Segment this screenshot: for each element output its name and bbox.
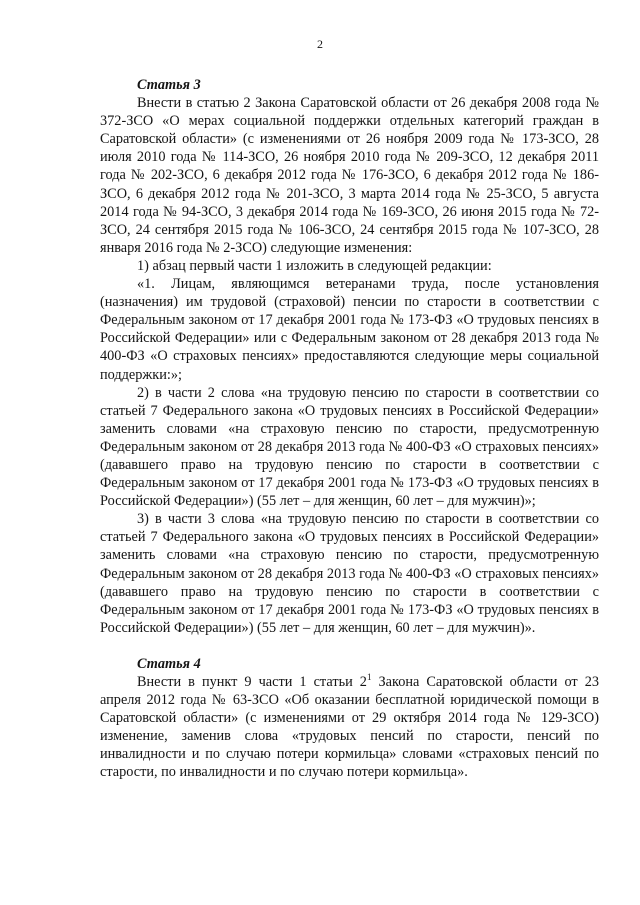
article-3-intro: Внести в статью 2 Закона Саратовской области от 26 декабря 2008 года № 372-ЗСО «О мерах социальной поддержки отдельных категорий граждан в Саратовской области» (с изменениями от 26 ноября 2009 года № 173-ЗСО, 28 июля 2010 года № 114-ЗСО, 26 ноября 2010 года № 209-ЗСО, 12 декабря 2011 года № 202-ЗСО, 6 декабря 2012 года № 176-ЗСО, 6 декабря 2012 года № 186-ЗСО, 6 декабря 2012 года № 201-ЗСО, 3 марта 2014 года № 25-ЗСО, 5 августа 2014 года № 94-ЗСО, 3 декабря 2014 года № 169-ЗСО, 26 июня 2015 года № 72-ЗСО, 24 сентября 2015 года № 106-ЗСО, 24 сентября 2015 года № 107-ЗСО, 28 января 2016 года № 2-ЗСО) следующие изменения: — [100, 95, 599, 256]
article-3-item-2: 2) в части 2 слова «на трудовую пенсию по старости в соответствии со статьей 7 Федерального закона «О трудовых пенсиях в Российской Федерации» заменить словами «на страховую пенсию по старости, предусмотренную Федеральным законом от 28 декабря 2013 года № 400-ФЗ «О страховых пенсиях» (дававшего право на трудовую пенсию по старости в соответствии с Федеральным законом от 17 декабря 2001 года № 173-ФЗ «О трудовых пенсиях в Российской Федерации») (55 лет – для женщин, 60 лет – для мужчин)»; — [100, 384, 599, 510]
article-number-superscript: 1 — [366, 672, 372, 683]
page-number: 2 — [317, 37, 323, 51]
article-3-item-3: 3) в части 3 слова «на трудовую пенсию по старости в соответствии со статьей 7 Федерального закона «О трудовых пенсиях в Российской Федерации» заменить словами «на страховую пенсию по старости, предусмотренную Федеральным законом от 28 декабря 2013 года № 400-ФЗ «О страховых пенсиях» (дававшего право на трудовую пенсию по старости в соответствии с Федеральным законом от 17 декабря 2001 года № 173-ФЗ «О трудовых пенсиях в Российской Федерации») (55 лет – для женщин, 60 лет – для мужчин)». — [100, 511, 599, 636]
article-3 — [100, 76, 599, 637]
article-4-text — [100, 673, 599, 782]
article-4-heading: Статья 4 — [137, 655, 201, 672]
article-3-item-1-quote: «1. Лицам, являющимся ветеранами труда, после установления (назначения) им трудовой (страховой) пенсии по старости в соответствии с Федеральным законом от 17 декабря 2001 года № 173-ФЗ «О трудовых пенсиях в Российской Федерации» или с Федеральным законом от 28 декабря 2013 года № 400-ФЗ «О страховых пенсиях» предоставляются следующие меры социальной поддержки:»; — [100, 276, 599, 383]
article-4 — [100, 655, 599, 782]
article-4-text-start: Внести в пункт 9 части 1 статьи 2 — [137, 674, 367, 690]
article-3-heading: Статья 3 — [137, 77, 201, 93]
article-3-item-1: 1) абзац первый части 1 изложить в следующей редакции: — [137, 257, 492, 274]
document-body — [100, 76, 599, 782]
section-gap — [100, 637, 599, 655]
article-4-text-end: Закона Саратовской области от 23 апреля 2012 года № 63-ЗСО «Об оказании бесплатной юридической помощи в Саратовской области» (с изменениями от 29 октября 2014 года № 129-ЗСО) изменение, заменив слова «трудовых пенсий по старости, пенсий по инвалидности и по случаю потери кормильца» словами «страховых пенсий по старости, по инвалидности и по случаю потери кормильца». — [100, 674, 599, 781]
